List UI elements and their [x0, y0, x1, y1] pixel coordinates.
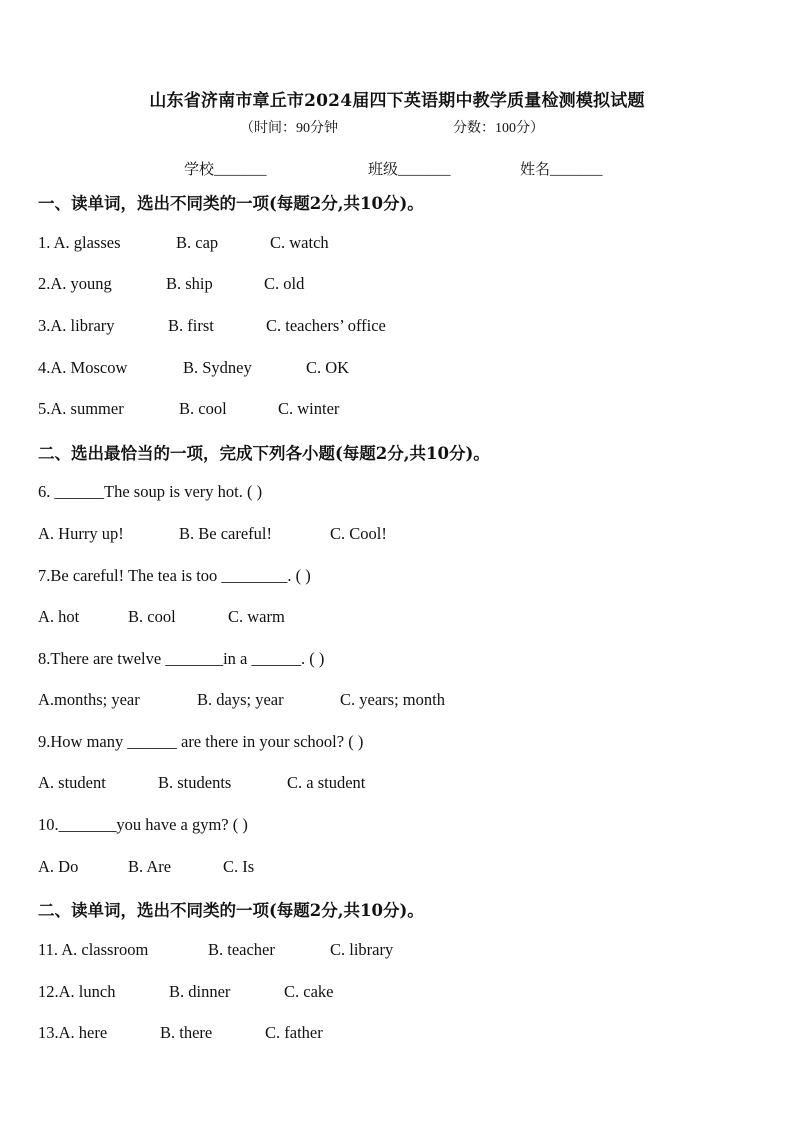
option-c: C. warm: [228, 607, 285, 626]
question-9-stem: 9.How many ______ are there in your school? ( ): [38, 732, 364, 751]
option-b: B. days; year: [197, 690, 284, 709]
option-c: C. winter: [278, 399, 340, 418]
option-a: 2.A. young: [38, 274, 112, 293]
exam-time: （时间：90分钟: [240, 121, 338, 136]
name-field: 姓名_______: [520, 162, 603, 178]
option-b: B. first: [168, 316, 214, 335]
option-c: C. father: [265, 1023, 323, 1042]
section-heading-1: 一、读单词，选出不同类的一项(每题2分,共10分)。: [38, 194, 424, 213]
option-a: A. Do: [38, 857, 79, 876]
option-b: B. cool: [128, 607, 176, 626]
page-title: 山东省济南市章丘市2024届四下英语期中教学质量检测模拟试题: [149, 91, 645, 111]
option-b: B. Sydney: [183, 358, 252, 377]
option-c: C. years; month: [340, 690, 445, 709]
option-c: C. teachers’ office: [266, 316, 386, 335]
option-c: C. a student: [287, 773, 366, 792]
option-c: C. OK: [306, 358, 350, 377]
option-a: 1. A. glasses: [38, 233, 121, 252]
option-c: C. cake: [284, 982, 334, 1001]
option-a: 13.A. here: [38, 1023, 108, 1042]
option-a: A. Hurry up!: [38, 524, 124, 543]
option-b: B. Be careful!: [179, 524, 272, 543]
option-a: 5.A. summer: [38, 399, 124, 418]
option-a: A.months; year: [38, 690, 140, 709]
option-b: B. cap: [176, 233, 219, 252]
option-c: C. watch: [270, 233, 329, 252]
option-c: C. Is: [223, 857, 255, 876]
exam-score: 分数：100分）: [453, 121, 544, 136]
question-10-stem: 10._______you have a gym? ( ): [38, 815, 248, 834]
option-a: 4.A. Moscow: [38, 358, 128, 377]
class-field: 班级_______: [368, 162, 451, 178]
option-a: 11. A. classroom: [38, 940, 149, 959]
option-c: C. old: [264, 274, 305, 293]
question-7-stem: 7.Be careful! The tea is too ________. ( ): [38, 566, 311, 585]
option-b: B. students: [158, 773, 232, 792]
option-b: B. ship: [166, 274, 213, 293]
option-a: A. hot: [38, 607, 80, 626]
option-b: B. teacher: [208, 940, 275, 959]
option-b: B. cool: [179, 399, 227, 418]
school-field: 学校_______: [184, 162, 267, 178]
option-a: 12.A. lunch: [38, 982, 116, 1001]
option-a: A. student: [38, 773, 106, 792]
option-c: C. library: [330, 940, 394, 959]
section-heading-3: 二、读单词，选出不同类的一项(每题2分,共10分)。: [38, 901, 424, 920]
option-c: C. Cool!: [330, 524, 387, 543]
section-heading-2: 二、选出最恰当的一项，完成下列各小题(每题2分,共10分)。: [38, 444, 490, 463]
option-b: B. Are: [128, 857, 172, 876]
option-b: B. there: [160, 1023, 213, 1042]
option-a: 3.A. library: [38, 316, 115, 335]
option-b: B. dinner: [169, 982, 231, 1001]
question-8-stem: 8.There are twelve _______in a ______. ( ): [38, 649, 325, 668]
question-6-stem: 6. ______The soup is very hot. ( ): [38, 482, 263, 501]
